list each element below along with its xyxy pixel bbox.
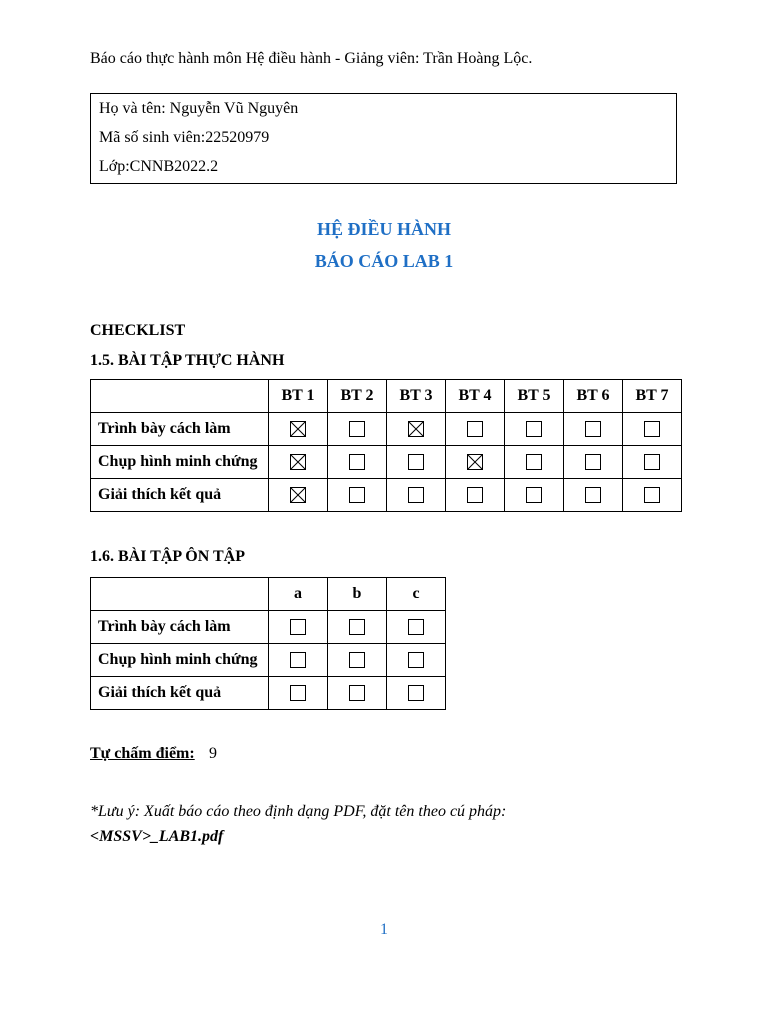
review-col-header: c [387, 578, 446, 611]
review-row [91, 677, 446, 710]
checkbox[interactable] [290, 487, 306, 503]
checkbox[interactable] [644, 454, 660, 470]
practice-col-header: BT 1 [269, 380, 328, 413]
checkbox[interactable] [467, 421, 483, 437]
practice-row-label: Trình bày cách làm [91, 413, 269, 446]
student-class: Lớp:CNNB2022.2 [99, 158, 219, 175]
practice-row [91, 479, 682, 512]
check-cross-icon [291, 422, 305, 436]
checkbox[interactable] [349, 421, 365, 437]
student-name: Họ và tên: Nguyễn Vũ Nguyên [99, 100, 299, 117]
review-row-label: Chụp hình minh chứng [91, 644, 269, 677]
review-col-header: a [269, 578, 328, 611]
check-cross-icon [291, 455, 305, 469]
practice-row-label: Chụp hình minh chứng [91, 446, 269, 479]
report-header: Báo cáo thực hành môn Hệ điều hành - Giảng viên: Trần Hoàng Lộc. [90, 50, 533, 67]
checkbox[interactable] [467, 487, 483, 503]
checkbox[interactable] [408, 454, 424, 470]
review-table [90, 577, 446, 710]
check-cross-icon [468, 455, 482, 469]
checkbox[interactable] [585, 487, 601, 503]
note-line: *Lưu ý: Xuất báo cáo theo định dạng PDF, đặt tên theo cú pháp: [90, 803, 507, 820]
practice-col-header: BT 5 [505, 380, 564, 413]
practice-table [90, 379, 682, 512]
review-heading: 1.6. BÀI TẬP ÔN TẬP [90, 548, 245, 565]
review-col-header: b [328, 578, 387, 611]
checkbox[interactable] [349, 652, 365, 668]
practice-row-label: Giải thích kết quả [91, 479, 269, 512]
practice-col-header: BT 4 [446, 380, 505, 413]
doc-title: HỆ ĐIỀU HÀNH [316, 219, 451, 239]
checkbox[interactable] [290, 454, 306, 470]
practice-heading: 1.5. BÀI TẬP THỰC HÀNH [90, 352, 285, 369]
self-score-value: 9 [209, 745, 217, 762]
checkbox[interactable] [408, 421, 424, 437]
checkbox[interactable] [349, 685, 365, 701]
checkbox[interactable] [644, 487, 660, 503]
checklist-heading: CHECKLIST [90, 322, 186, 339]
student-id: Mã số sinh viên:22520979 [99, 129, 270, 146]
checkbox[interactable] [349, 454, 365, 470]
self-score-label: Tự chấm điểm: [90, 745, 195, 762]
checkbox[interactable] [408, 685, 424, 701]
practice-row [91, 446, 682, 479]
checkbox[interactable] [585, 454, 601, 470]
practice-col-header: BT 7 [623, 380, 682, 413]
practice-col-header: BT 6 [564, 380, 623, 413]
filename-format: <MSSV>_LAB1.pdf [90, 828, 224, 845]
checkbox[interactable] [644, 421, 660, 437]
checkbox[interactable] [408, 652, 424, 668]
checkbox[interactable] [290, 619, 306, 635]
doc-subtitle: BÁO CÁO LAB 1 [314, 251, 454, 271]
checkbox[interactable] [290, 685, 306, 701]
checkbox[interactable] [467, 454, 483, 470]
checkbox[interactable] [526, 421, 542, 437]
practice-row [91, 413, 682, 446]
review-row [91, 611, 446, 644]
checkbox[interactable] [585, 421, 601, 437]
practice-col-header: BT 3 [387, 380, 446, 413]
practice-corner-cell [91, 380, 269, 413]
page-number: 1 [380, 921, 388, 938]
checkbox[interactable] [408, 619, 424, 635]
checkbox[interactable] [290, 652, 306, 668]
check-cross-icon [409, 422, 423, 436]
review-header-row [91, 578, 446, 611]
checkbox[interactable] [349, 619, 365, 635]
review-row [91, 644, 446, 677]
review-row-label: Giải thích kết quả [91, 677, 269, 710]
checkbox[interactable] [526, 487, 542, 503]
check-cross-icon [291, 488, 305, 502]
practice-header-row [91, 380, 682, 413]
checkbox[interactable] [526, 454, 542, 470]
review-corner-cell [91, 578, 269, 611]
checkbox[interactable] [408, 487, 424, 503]
review-row-label: Trình bày cách làm [91, 611, 269, 644]
checkbox[interactable] [290, 421, 306, 437]
student-info-box [90, 93, 677, 184]
checkbox[interactable] [349, 487, 365, 503]
practice-col-header: BT 2 [328, 380, 387, 413]
